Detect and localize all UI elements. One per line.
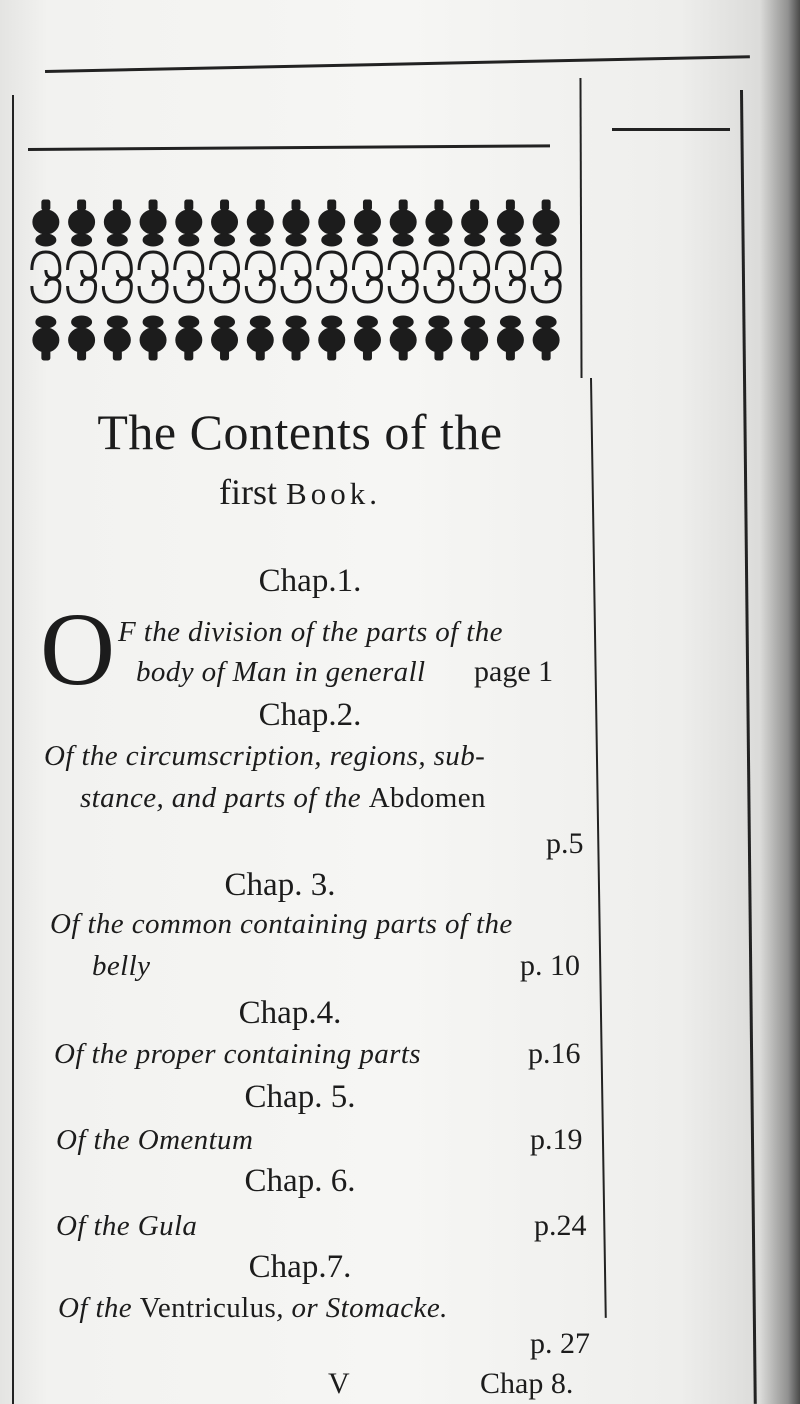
entry-text: stance, and parts of the xyxy=(80,782,369,814)
chapter-heading: Chap. 5. xyxy=(244,1079,356,1115)
ornament-fleuron xyxy=(175,200,203,360)
chapter-heading: Chap.2. xyxy=(258,697,362,733)
chapter-entry-line: Of the proper containing parts xyxy=(54,1038,421,1070)
page-reference: p. 10 xyxy=(520,949,580,982)
drop-cap: O xyxy=(40,592,116,707)
page-edge-shadow xyxy=(760,0,800,1404)
chapter-heading: Chap. 6. xyxy=(244,1163,356,1199)
ornament-fleuron xyxy=(425,200,453,360)
ornament-fleuron xyxy=(139,200,167,360)
ornament-fleuron xyxy=(211,200,239,360)
chapter-entry-line: Of the Omentum xyxy=(56,1124,254,1156)
right-column-rule xyxy=(612,128,730,131)
subtitle-book: Book. xyxy=(286,476,381,511)
ornament-fleuron xyxy=(68,200,96,360)
chapter-entry-line: Of the common containing parts of the xyxy=(50,908,513,940)
chapter-entry-line: Of the Gula xyxy=(56,1210,198,1242)
page-reference: p.5 xyxy=(546,827,584,860)
chapter-entry-line: belly xyxy=(92,950,151,982)
chapter-heading: Chap.4. xyxy=(238,995,342,1031)
chapter-entry-line xyxy=(80,778,486,818)
signature-mark: V xyxy=(328,1367,350,1400)
top-rule xyxy=(45,55,750,73)
ornament-fleuron xyxy=(318,200,346,360)
entry-term: Ventriculus xyxy=(139,1292,277,1324)
ornament-fleuron xyxy=(496,200,524,360)
ornament-fleuron xyxy=(353,200,381,360)
page-reference: p. 27 xyxy=(530,1327,590,1360)
chapter-heading: Chap. 3. xyxy=(224,867,336,903)
chapter-heading: Chap.7. xyxy=(248,1249,352,1285)
heading-rule xyxy=(28,144,550,151)
column-divider-rule xyxy=(579,78,582,378)
catchword: Chap 8. xyxy=(480,1367,574,1400)
left-border-rule xyxy=(12,95,14,1404)
ornament-fleuron xyxy=(103,200,131,360)
page-reference: page 1 xyxy=(474,655,554,688)
ornament-band xyxy=(28,196,564,366)
ornament-fleuron xyxy=(389,200,417,360)
ornament-fleuron xyxy=(282,200,310,360)
contents-title: The Contents of the xyxy=(97,404,503,460)
page-reference: p.24 xyxy=(534,1209,587,1242)
chapter-entry-line: body of Man in generall xyxy=(136,656,426,688)
chapter-entry-line: Of the circumscription, regions, sub- xyxy=(44,740,486,772)
column-divider-rule-lower xyxy=(590,378,607,1318)
ornament-fleuron xyxy=(246,200,274,360)
chapter-heading: Chap.1. xyxy=(258,563,362,599)
chapter-entry-line xyxy=(58,1288,448,1328)
entry-text: Of the xyxy=(58,1292,140,1324)
entry-term: Abdomen xyxy=(368,782,486,814)
contents-subtitle xyxy=(30,470,570,516)
chapter-entry-line: F the division of the parts of the xyxy=(118,616,503,648)
ornament-fleuron xyxy=(532,200,560,360)
page-reference: p.19 xyxy=(530,1123,583,1156)
page-reference: p.16 xyxy=(528,1037,581,1070)
ornament-fleuron xyxy=(461,200,489,360)
subtitle-first: first xyxy=(219,472,287,512)
outer-right-rule xyxy=(740,90,757,1404)
entry-text: , or Stomacke. xyxy=(276,1292,448,1324)
ornament-fleuron xyxy=(32,200,60,360)
